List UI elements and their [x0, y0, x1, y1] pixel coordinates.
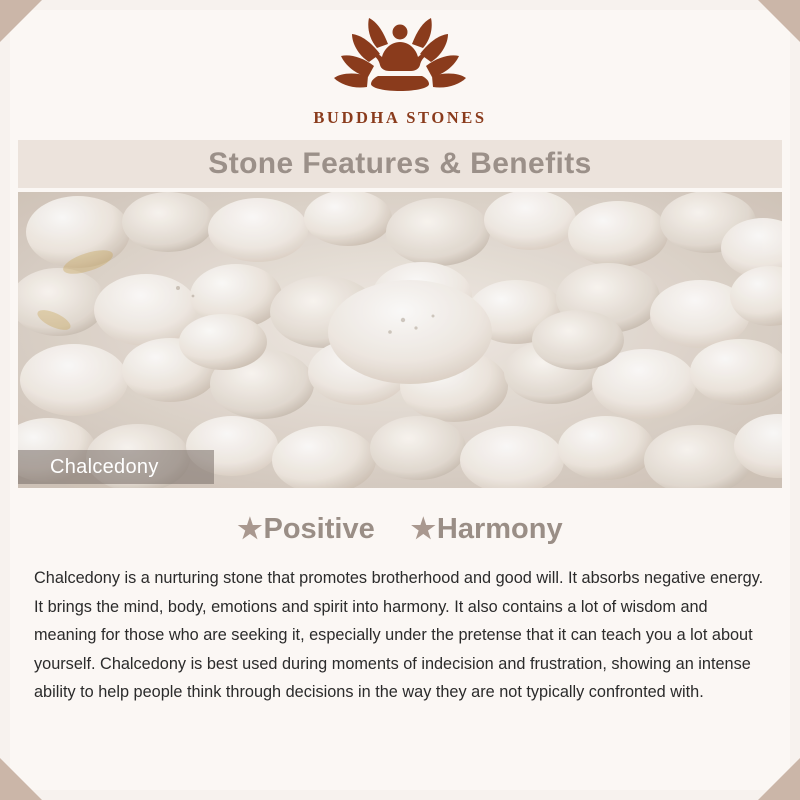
corner-accent-bottom-left — [0, 758, 42, 800]
star-icon: ★ — [410, 513, 436, 544]
benefit-label: Harmony — [436, 513, 563, 545]
stone-photo — [18, 192, 782, 488]
description-text: Chalcedony is a nurturing stone that promotes brotherhood and good will. It absorbs negative energy. It brings the mind, body, emotions and spirit into harmony. It also contains a lot of wisdom and meaning for those who are seeking it, especially under the pretense that it can teach you a lot about yourself. Chalcedony is best used during moments of indecision and frustration, showing an intense ability to help people think through decisions in the way they are not typically confronted with. — [34, 569, 764, 701]
brand-name: BUDDHA STONES — [313, 108, 487, 127]
photo-caption — [18, 450, 214, 484]
lotus-meditation-icon — [320, 14, 480, 106]
benefit-item — [237, 512, 374, 546]
corner-accent-bottom-right — [758, 758, 800, 800]
benefit-item — [411, 512, 563, 546]
brand-block — [0, 14, 800, 128]
benefit-list — [0, 512, 800, 546]
benefit-label: Positive — [263, 513, 375, 545]
page-title: Stone Features & Benefits — [208, 147, 592, 180]
photo-caption-label: Chalcedony — [50, 455, 159, 478]
star-icon: ★ — [237, 513, 263, 544]
